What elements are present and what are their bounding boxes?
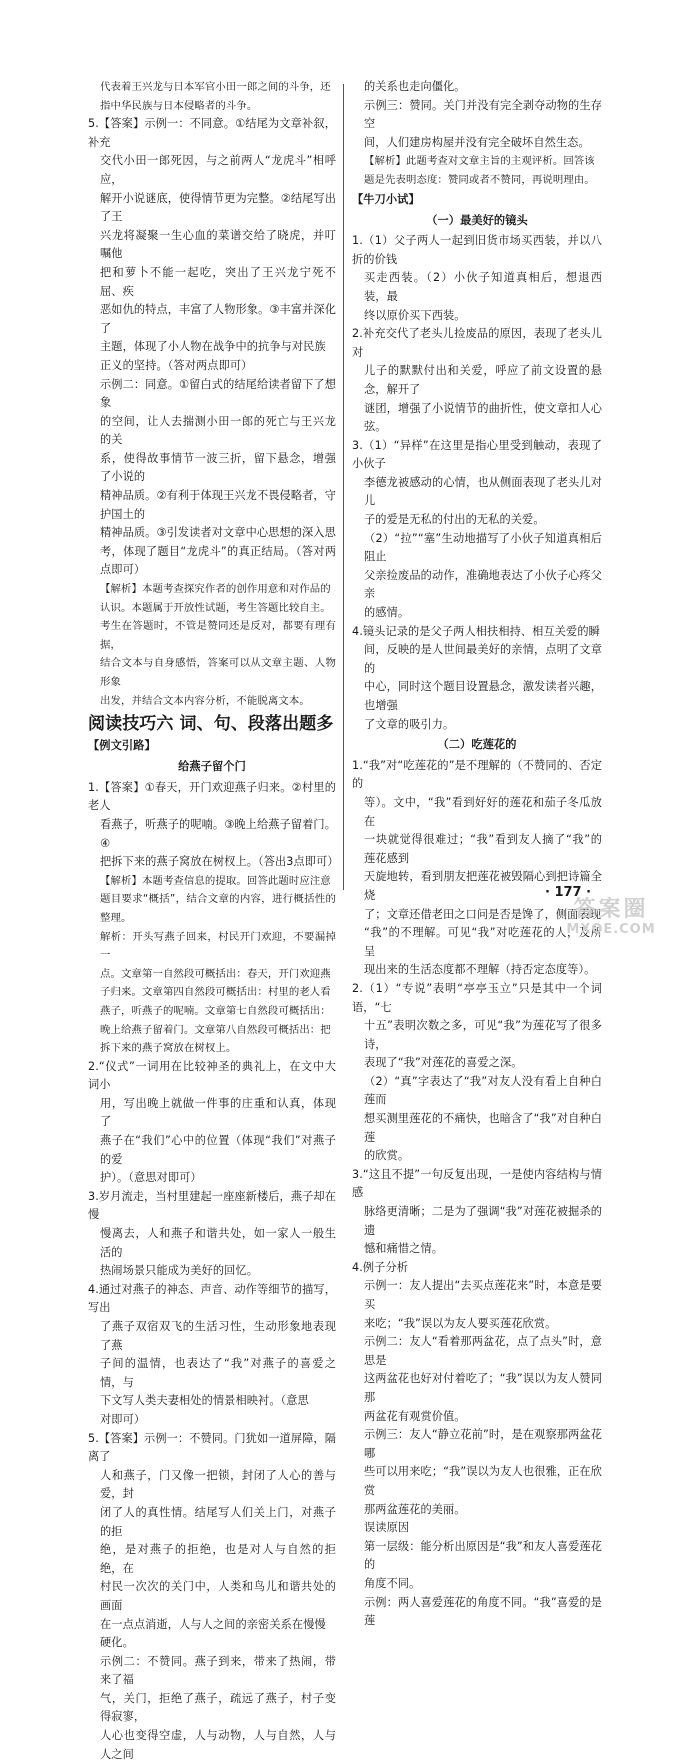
text-line: 儿子的默默付出和关爱，呼应了前文设置的悬念，解开了: [364, 364, 602, 396]
text-line: 1.（1）父子两人一起到旧货市场买西装，并以八折的价钱: [352, 234, 602, 266]
text-line: 【解析】本题考查探究作者的创作用意和对作品的: [100, 583, 331, 596]
text-line: 精神品质。③引发读者对文章中心思想的深入思: [100, 526, 336, 540]
text-line: 5.【答案】示例一：不赞同。门犹如一道屏障，隔离了: [88, 1431, 336, 1464]
text-line: 终以原价买下西装。: [364, 308, 466, 322]
text-line: 【解析】本题考查信息的提取。回答此题时应注意: [100, 874, 331, 887]
text-line: 子间的温情，也表达了“我”对燕子的喜爱之情，与: [100, 1357, 336, 1389]
text-line: 2.“仪式”一词用在比较神圣的典礼上，在文中大词小: [88, 1059, 336, 1092]
text-line: 来吃；“我”误以为友人要买莲花欣赏。: [364, 1316, 557, 1330]
text-line: 题是先表明态度：赞同或者不赞同，再说明理由。: [364, 173, 595, 186]
text-line: 把拆下来的燕子窝放在树杈上。（答出3点即可）: [100, 855, 339, 869]
watermark-top: 答案圈: [573, 897, 649, 922]
text-line: 4.例子分析: [352, 1260, 409, 1274]
watermark-logo: [552, 898, 670, 942]
text-line: 用，写出晚上就做一件事的庄重和认真，体现了: [100, 1096, 336, 1129]
text-line: 示例二：友人“看着那两盆花，点了点头”时，意思是: [364, 1335, 602, 1367]
text-line: 十五”表明次数之多，可见“我”为莲花写了很多诗，: [364, 1019, 602, 1051]
text-line: 点。文章第一自然段可概括出：春天，开门欢迎燕: [100, 967, 331, 980]
text-line: 3.岁月流走，当村里建起一座座新楼后，燕子却在慢: [88, 1189, 336, 1222]
text-line: 结合文本与自身感悟，答案可以从文章主题、人物形象: [100, 657, 336, 688]
section-title: 阅读技巧六 词、句、段落出题多: [88, 714, 334, 735]
text-line: 等）。文中，“我”看到好好的莲花和茄子冬瓜放在: [364, 795, 602, 828]
text-line: 3.“这且不提”一句反复出现，一是使内容结构与情感: [352, 1167, 602, 1200]
article-title-lens: （一）最美好的镜头: [426, 213, 528, 227]
text-line: 气，关门，拒绝了燕子，疏远了燕子，村子变得寂寥，: [100, 1691, 336, 1724]
text-line: 示例三：友人“静立花前”时，是在观察那两盆花哪: [364, 1428, 602, 1460]
text-line: “我”的不理解。可见“我”对吃莲花的人，及所呈: [364, 926, 602, 958]
text-line: 示例一：友人提出“去买点莲花来”时，本意是要买: [364, 1279, 602, 1311]
text-line: 人和燕子，门又像一把锁，封闭了人心的善与爱，封: [100, 1468, 336, 1501]
text-line: 误读原因: [364, 1521, 410, 1535]
text-line: 出发，并结合文本内容分析，不能脱离文本。: [100, 694, 310, 707]
text-line: 下文写人类夫妻相处的情景相映衬。（意思: [100, 1394, 309, 1408]
text-line: 恶如仇的特点，丰富了人物形象。③丰富并深化了: [100, 303, 336, 335]
text-line: 考，体现了题目“龙虎斗”的真正结局。（答对两点即可）: [100, 544, 336, 577]
text-line: 题目要求“概括”，结合文章的内容，进行概括性的整理。: [100, 893, 336, 924]
text-line: 3.（1）“异样”在这里是指心里受到触动，表现了小伙子: [352, 438, 602, 471]
text-line: 示例二：同意。①留白式的结尾给读者留下了想象: [100, 377, 336, 410]
left-column: [88, 78, 339, 1764]
text-line: 的空间，让人去揣测小田一郎的死亡与王兴龙的关: [100, 414, 336, 447]
text-line: 第一层级：能分析出原因是“我”和友人喜爱莲花的: [364, 1539, 602, 1572]
text-line: 认识。本题属于开放性试题，考生答题比较自主。: [100, 601, 331, 614]
text-line: 5.【答案】示例一：不同意。①结尾为文章补叙，补充: [88, 117, 336, 149]
text-line: 1.“我”对“吃莲花的”是不理解的（不赞同的、否定的: [352, 758, 602, 791]
text-line: 父亲捡废品的动作，准确地表达了小伙子心疼父亲: [364, 568, 602, 601]
text-line: 交代小田一郎死因，与之前两人“龙虎斗”相呼应，: [100, 154, 336, 186]
text-line: 的欣赏。: [364, 1149, 410, 1163]
text-line: 这两盆花也好对付着吃了；“我”误以为友人赞同那: [364, 1372, 602, 1404]
text-line: 燕子在“我们”心中的位置（体现“我们”对燕子的爱: [100, 1134, 336, 1166]
text-line: 晚上给燕子留着门。文章第八自然段可概括出：把: [100, 1023, 331, 1036]
text-line: 憾和痛惜之情。: [364, 1242, 444, 1256]
page-number: · 177 ·: [545, 885, 592, 900]
text-line: 的感情。: [364, 606, 410, 620]
text-line: 解开小说谜底，使得情节更为完整。②结尾写出了王: [100, 191, 336, 224]
text-line: 慢离去，人和燕子和谐共处，如一家人一般生活的: [100, 1227, 336, 1259]
text-line: 子的爱是无私的付出的无私的关爱。: [364, 513, 545, 527]
text-line: 考生在答题时，不管是赞同还是反对，都要有理有据，: [100, 620, 336, 651]
text-line: 护）。（意思对即可）: [100, 1171, 202, 1185]
practice-heading: 【牛刀小试】: [352, 192, 420, 206]
text-line: 把和萝卜不能一起吃，突出了王兴龙宁死不屈、疾: [100, 265, 336, 298]
text-line: 在一点点消逝，人与人之间的亲密关系在慢慢: [100, 1617, 326, 1631]
text-line: 想买测里莲花的不痛快，也暗含了“我”对自种白莲: [364, 1112, 602, 1144]
text-line: （2）“真”字表达了“我”对友人没有看上自种白莲而: [364, 1074, 602, 1107]
text-line: 解析：开头写燕子回来，村民开门欢迎，不要漏掉一: [100, 930, 336, 962]
text-line: 4.通过对燕子的神态、声音、动作等细节的描写，写出: [88, 1282, 336, 1315]
text-line: 两盆花有观赏价值。: [364, 1409, 466, 1423]
text-line: 对即可）: [100, 1412, 146, 1426]
text-line: 燕子，听燕子的呢喃。文章第七自然段可概括出：: [100, 1004, 331, 1017]
text-line: 绝，是对燕子的拒绝，也是对人与自然的拒绝，在: [100, 1543, 336, 1575]
text-line: 一块就觉得很难过；“我”看到友人摘了“我”的莲花感到: [364, 833, 602, 865]
text-line: 示例：两人喜爱莲花的角度不同。“我”喜爱的是莲: [364, 1595, 602, 1628]
text-line: 天旋地转，看到朋友把莲花被毁隔心到把诗篇全烧: [364, 870, 602, 902]
text-line: 了文章的吸引力。: [364, 717, 455, 731]
text-line: 【解析】此题考查对文章主旨的主观评析。回答该: [364, 155, 595, 168]
text-line: 那两盆莲花的美丽。: [364, 1502, 466, 1516]
text-line: 中心，同时这个题目设置悬念，激发读者兴趣，也增强: [364, 680, 602, 712]
left-answer-block-1: [88, 78, 336, 710]
text-line: 示例三：赞同。关门并没有完全剥夺动物的生存空: [364, 98, 602, 131]
text-line: 系，使得故事情节一波三折，留下悬念，增强了小说的: [100, 451, 336, 484]
right-answer-block-2: [352, 232, 602, 734]
text-line: 些可以用来吃；“我”误以为友人也很雅，正在欣赏: [364, 1465, 602, 1497]
text-line: （2）“拉”“塞”生动地描写了小伙子知道真相后阻止: [364, 531, 602, 564]
text-line: 表现了“我”对莲花的喜爱之深。: [364, 1056, 523, 1070]
text-line: 李德龙被感动的心情，也从侧面表现了老头儿对儿: [364, 475, 602, 508]
text-line: 了燕子双宿双飞的生活习性，生动形象地表现了燕: [100, 1320, 336, 1352]
text-line: 兴龙将凝聚一生心血的菜谱交给了晓虎，并叮嘱他: [100, 228, 336, 261]
text-line: 间，反映的是人世间最美好的亲情，点明了文章的: [364, 643, 602, 675]
text-line: 村民一次次的关门中，人类和鸟儿和谐共处的画面: [100, 1580, 336, 1612]
text-line: 了；文章还借老田之口问是否是馋了，侧面表现: [364, 907, 602, 921]
text-line: 精神品质。②有利于体现王兴龙不畏侵略者，守护国土的: [100, 489, 336, 521]
text-line: 1.【答案】①春天，开门欢迎燕子归来。②村里的老人: [88, 780, 336, 813]
text-line: 谜团，增强了小说情节的曲折性，使文章扣人心弦。: [364, 401, 602, 434]
article-title-swallow: 给燕子留个门: [178, 760, 246, 774]
text-line: 脉络更清晰；二是为了强调“我”对莲花被掘杀的遗: [364, 1205, 602, 1237]
text-line: 正义的坚持。（答对两点即可）: [100, 358, 253, 372]
left-answer-block-2: [88, 779, 339, 1764]
text-line: 硬化。: [100, 1636, 134, 1650]
text-line: 角度不同。: [364, 1576, 421, 1590]
text-line: 子归来。文章第四自然段可概括出：村里的老人看: [100, 986, 331, 999]
text-line: 2.补充交代了老头儿捡废品的原因，表现了老头儿对: [352, 327, 602, 359]
text-line: 4.镜头记录的是父子两人相扶相持、相互关爱的瞬: [352, 624, 600, 638]
text-line: 买走西装。（2）小伙子知道真相后，想退西装，最: [364, 271, 602, 303]
right-answer-block-1: [352, 78, 602, 190]
right-column: [352, 78, 602, 1631]
watermark-bottom: MXQE.COM: [566, 922, 656, 937]
text-line: 2.（1）“专说”表明“亭亭玉立”只是其中一个词语，“七: [352, 981, 602, 1014]
text-line: 间，人们建房构屋并没有完全破坏自然生态。: [364, 135, 590, 149]
example-heading: 【例文引路】: [88, 739, 156, 753]
text-line: 指中华民族与日本侵略者的斗争。: [100, 99, 258, 112]
text-line: 闭了人的真性情。结尾写人们关上门，对燕子的拒: [100, 1505, 336, 1538]
article-title-lotus: （二）吃莲花的: [437, 738, 517, 752]
text-line: 主题，体现了小人物在战争中的抗争与对民族: [100, 340, 326, 354]
text-line: 热闹场景只能成为美好的回忆。: [100, 1264, 259, 1278]
text-line: 代表着王兴龙与日本军官小田一郎之间的斗争，还: [100, 81, 331, 93]
column-divider: [343, 84, 344, 890]
text-line: 人心也变得空虚，人与动物，人与自然，人与人之间: [100, 1729, 336, 1761]
text-line: 看燕子，听燕子的呢喃。③晚上给燕子留着门。④: [100, 817, 336, 850]
text-line: 现出来的生活态度都不理解（持否定态度等）。: [364, 963, 596, 977]
text-line: 示例二：不赞同。燕子到来，带来了热闹，带来了福: [100, 1654, 336, 1687]
text-line: 的关系也走向僵化。: [364, 80, 466, 93]
text-line: 拆下来的燕子窝放在树杈上。: [100, 1042, 237, 1055]
